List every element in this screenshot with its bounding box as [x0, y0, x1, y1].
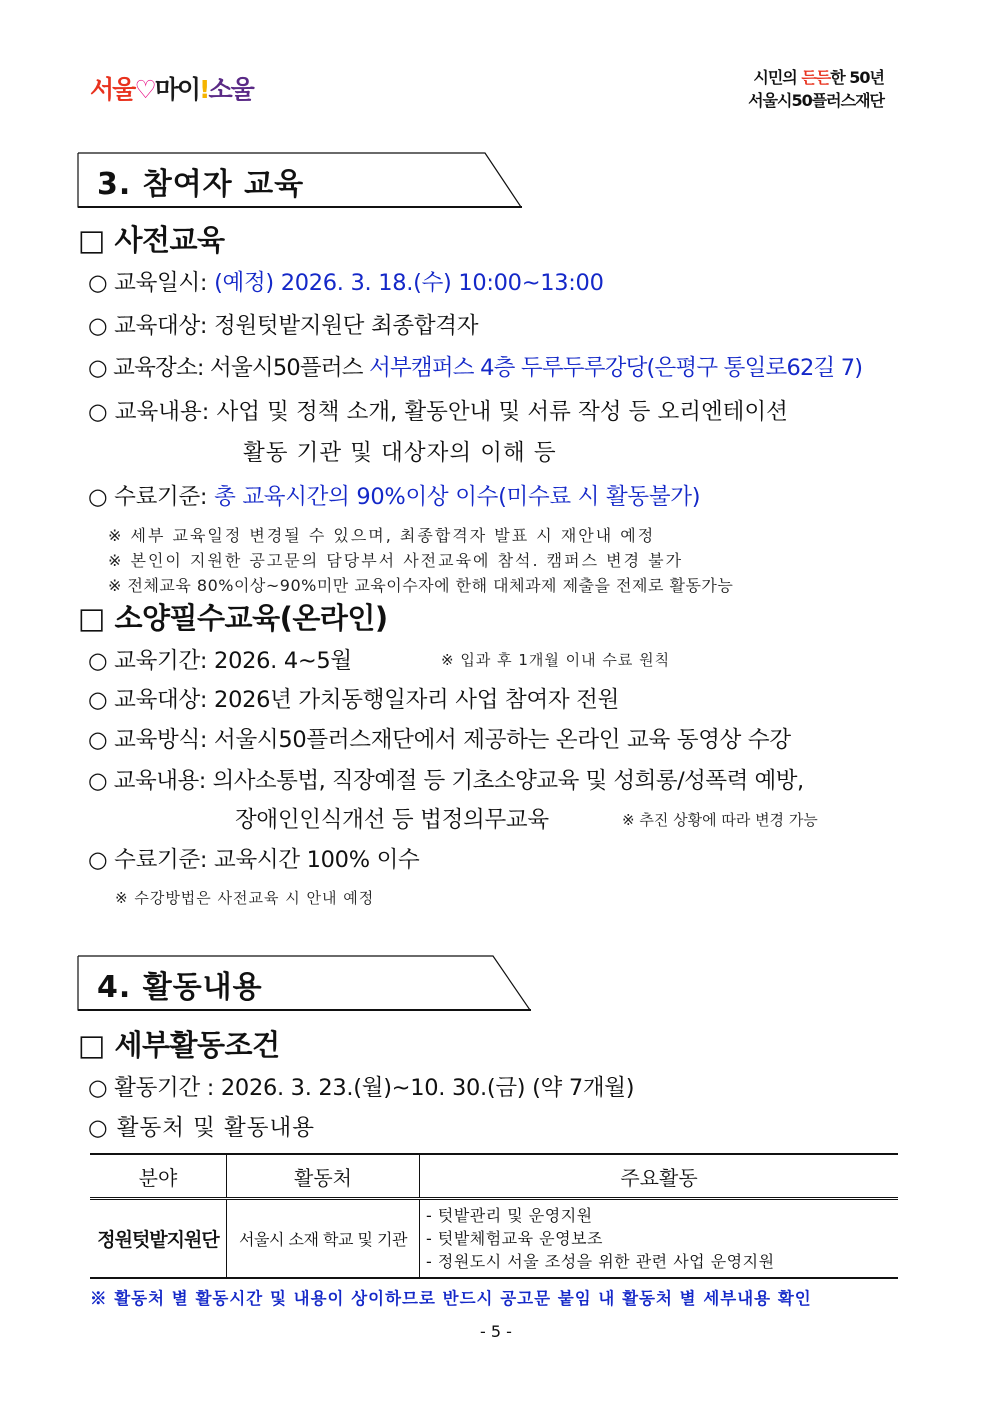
- activity-table: [90, 1153, 898, 1279]
- online-edu-period-note: ※ 입과 후 1개월 이내 수료 원칙: [441, 651, 671, 669]
- pre-edu-place: ○ 교육장소: 서울시50플러스 서부캠퍼스 4층 두루두루강당(은평구 통일로62길 7): [88, 355, 863, 381]
- pre-edu-criteria: ○ 수료기준: 총 교육시간의 90%이상 이수(미수료 시 활동불가): [88, 484, 701, 510]
- pre-edu-heading: □ 사전교육: [78, 223, 225, 257]
- col-header-place: 활동처: [227, 1154, 420, 1199]
- logo-exclaim: !: [199, 75, 209, 104]
- cell-activities: [420, 1199, 899, 1279]
- activity-item: - 텃밭체험교육 운영보조: [426, 1229, 604, 1248]
- cell-place: 서울시 소재 학교 및 기관: [227, 1199, 420, 1279]
- online-edu-content-line2: 장애인인식개선 등 법정의무교육: [235, 807, 549, 833]
- pre-edu-note-3: ※ 전체교육 80%이상~90%미만 교육이수자에 한해 대체과제 제출을 전제로 활동가능: [108, 576, 734, 595]
- logo-part-my: 마이: [154, 75, 200, 104]
- online-edu-content-note: ※ 추진 상황에 따라 변경 가능: [622, 811, 818, 829]
- pre-edu-target: ○ 교육대상: 정원텃밭지원단 최종합격자: [88, 313, 479, 339]
- pre-edu-note-2: ※ 본인이 지원한 공고문의 담당부서 사전교육에 참석. 캠퍼스 변경 불가: [108, 551, 684, 570]
- section3-header: [77, 152, 523, 208]
- tagline-line1: 시민의 든든한 50년: [753, 68, 884, 87]
- online-edu-method: ○ 교육방식: 서울시50플러스재단에서 제공하는 온라인 교육 동영상 수강: [88, 727, 791, 753]
- activity-period: ○ 활동기간 : 2026. 3. 23.(월)~10. 30.(금) (약 7개월): [88, 1075, 635, 1101]
- section4-header: [77, 955, 532, 1011]
- online-edu-content-line1: ○ 교육내용: 의사소통법, 직장예절 등 기초소양교육 및 성희롱/성폭력 예방,: [88, 768, 804, 794]
- activity-item: - 정원도시 서울 조성을 위한 관련 사업 운영지원: [426, 1252, 775, 1271]
- col-header-field: 분야: [90, 1154, 227, 1199]
- online-edu-period: ○ 교육기간: 2026. 4~5월: [88, 648, 352, 674]
- section4-title: 4. 활동내용: [97, 970, 263, 1005]
- activity-heading: □ 세부활동조건: [78, 1028, 280, 1062]
- section3-title: 3. 참여자 교육: [97, 167, 305, 202]
- foundation-tagline: [748, 66, 884, 112]
- pre-edu-note-1: ※ 세부 교육일정 변경될 수 있으며, 최종합격자 발표 시 재안내 예정: [108, 526, 656, 545]
- pre-edu-content-line1: ○ 교육내용: 사업 및 정책 소개, 활동안내 및 서류 작성 등 오리엔테이션: [88, 399, 788, 425]
- activity-place-label: ○ 활동처 및 활동내용: [88, 1115, 315, 1141]
- page-number: - 5 -: [480, 1322, 512, 1341]
- online-edu-criteria: ○ 수료기준: 교육시간 100% 이수: [88, 847, 420, 873]
- online-edu-target: ○ 교육대상: 2026년 가치동행일자리 사업 참여자 전원: [88, 687, 620, 713]
- cell-field: 정원텃밭지원단: [90, 1199, 227, 1279]
- activity-item: - 텃밭관리 및 운영지원: [426, 1206, 593, 1225]
- table-header-row: [90, 1154, 898, 1199]
- table-row: [90, 1199, 898, 1279]
- pre-edu-content-line2: 활동 기관 및 대상자의 이해 등: [243, 440, 557, 466]
- logo-part-seoul: 서울: [90, 75, 135, 104]
- activity-warning: ※ 활동처 별 활동시간 및 내용이 상이하므로 반드시 공고문 붙임 내 활동처 별 세부내용 확인: [90, 1289, 812, 1308]
- seoul-my-soul-logo: [90, 70, 253, 106]
- tagline-line2: 서울시50플러스재단: [748, 91, 884, 110]
- logo-heart: ♡: [134, 75, 155, 104]
- pre-edu-schedule: ○ 교육일시: (예정) 2026. 3. 18.(수) 10:00~13:00: [88, 270, 604, 296]
- online-edu-heading: □ 소양필수교육(온라인): [78, 601, 388, 635]
- logo-part-soul: 소울: [208, 75, 253, 104]
- col-header-activities: 주요활동: [420, 1154, 899, 1199]
- online-edu-note: ※ 수강방법은 사전교육 시 안내 예정: [115, 889, 375, 907]
